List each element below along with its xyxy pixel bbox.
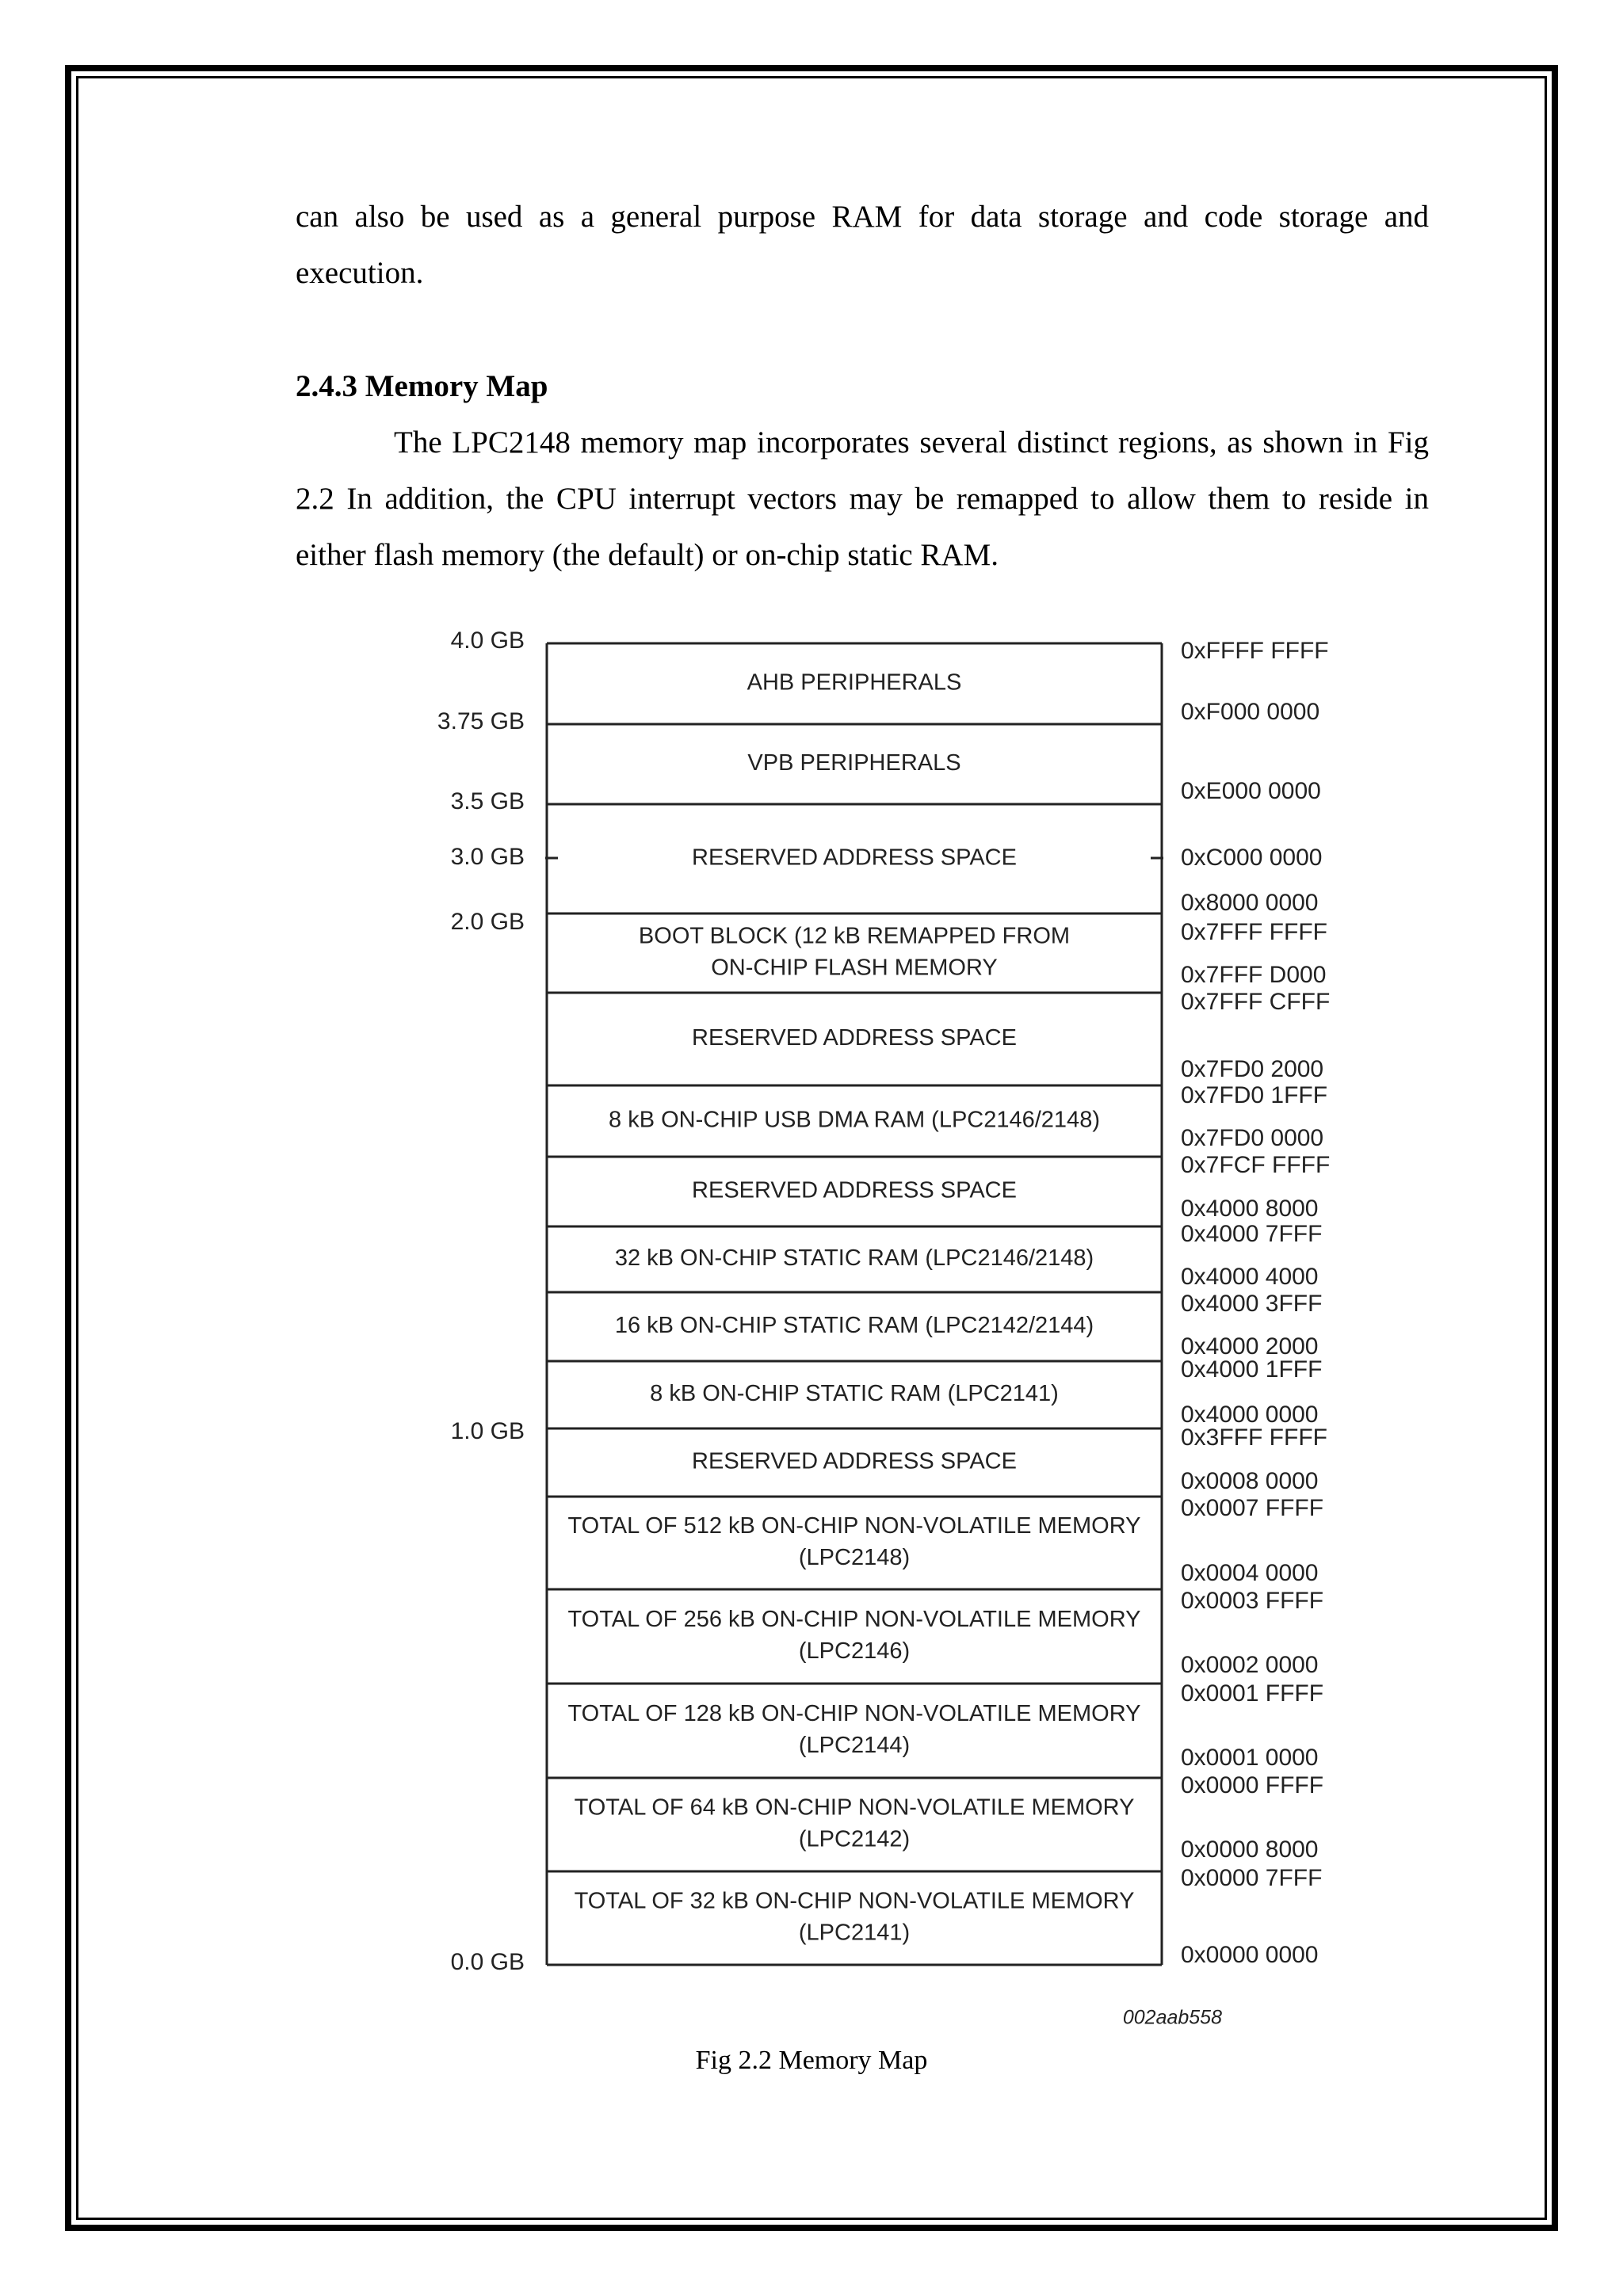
region-label: RESERVED ADDRESS SPACE: [692, 845, 1017, 871]
region-label: RESERVED ADDRESS SPACE: [692, 1025, 1017, 1051]
region-label: (LPC2146): [798, 1638, 911, 1665]
region-label: (LPC2141): [798, 1920, 911, 1946]
region-label: TOTAL OF 64 kB ON-CHIP NON-VOLATILE MEMORY: [574, 1794, 1135, 1821]
section-heading: 2.4.3 Memory Map: [296, 369, 548, 403]
address-label: 0x4000 2000: [1181, 1333, 1319, 1360]
address-label: 0x7FCF FFFF: [1181, 1151, 1331, 1178]
region-label: 16 kB ON-CHIP STATIC RAM (LPC2142/2144): [614, 1313, 1094, 1339]
address-label: 0x4000 8000: [1181, 1195, 1319, 1222]
region-label: (LPC2142): [798, 1826, 911, 1852]
gb-label: 3.0 GB: [450, 843, 525, 870]
region-label: (LPC2148): [798, 1545, 911, 1571]
region-label: TOTAL OF 32 kB ON-CHIP NON-VOLATILE MEMORY: [574, 1888, 1135, 1914]
address-label: 0x7FFF CFFF: [1181, 988, 1331, 1015]
address-label: 0x4000 3FFF: [1181, 1290, 1323, 1317]
address-label: 0x7FFF D000: [1181, 961, 1327, 988]
address-label: 0x7FFF FFFF: [1181, 918, 1327, 945]
address-label: 0x0000 FFFF: [1181, 1772, 1324, 1798]
figure-caption: Fig 2.2 Memory Map: [695, 2046, 928, 2075]
gb-label: 3.5 GB: [450, 788, 525, 814]
paragraph-continued: can also be used as a general purpose RAM for data storage and code storage and execution.: [296, 200, 1429, 290]
address-label: 0xE000 0000: [1181, 777, 1321, 804]
address-label: 0x0001 FFFF: [1181, 1680, 1324, 1707]
address-label: 0x7FD0 2000: [1181, 1055, 1324, 1082]
address-label: 0x0000 0000: [1181, 1941, 1319, 1968]
region-label: ON-CHIP FLASH MEMORY: [711, 955, 998, 981]
paragraph-memory-map: The LPC2148 memory map incorporates several distinct regions, as shown in Fig 2.2 In addition, the CPU interrupt vectors may be remapped to allow them to reside in either flash memory (the default) or on-chip static RAM.: [296, 425, 1429, 572]
address-label: 0x0002 0000: [1181, 1651, 1319, 1678]
region-label: RESERVED ADDRESS SPACE: [692, 1448, 1017, 1474]
region-label: AHB PERIPHERALS: [747, 669, 962, 696]
figure-code: 002aab558: [1122, 2006, 1222, 2029]
region-label: TOTAL OF 128 kB ON-CHIP NON-VOLATILE MEMORY: [567, 1701, 1141, 1727]
region-label: VPB PERIPHERALS: [747, 750, 961, 776]
region-label: 8 kB ON-CHIP STATIC RAM (LPC2141): [650, 1381, 1059, 1407]
gb-label: 4.0 GB: [450, 627, 525, 654]
address-label: 0x4000 4000: [1181, 1263, 1319, 1290]
region-label: RESERVED ADDRESS SPACE: [692, 1177, 1017, 1203]
region-label: 8 kB ON-CHIP USB DMA RAM (LPC2146/2148): [609, 1107, 1100, 1133]
gb-label: 3.75 GB: [437, 707, 525, 734]
address-label: 0x0001 0000: [1181, 1744, 1319, 1771]
address-label: 0x0007 FFFF: [1181, 1494, 1324, 1521]
address-label: 0x3FFF FFFF: [1181, 1424, 1327, 1451]
address-label: 0x4000 1FFF: [1181, 1356, 1323, 1383]
address-label: 0xC000 0000: [1181, 844, 1323, 871]
address-label: 0xF000 0000: [1181, 698, 1320, 725]
region-label: BOOT BLOCK (12 kB REMAPPED FROM: [638, 923, 1071, 949]
address-label: 0x7FD0 0000: [1181, 1124, 1324, 1151]
gb-label: 1.0 GB: [450, 1417, 525, 1444]
region-label: 32 kB ON-CHIP STATIC RAM (LPC2146/2148): [614, 1245, 1094, 1272]
address-label: 0x4000 7FFF: [1181, 1220, 1323, 1247]
address-label: 0x0000 8000: [1181, 1836, 1319, 1863]
address-label: 0x0000 7FFF: [1181, 1864, 1323, 1891]
address-label: 0x7FD0 1FFF: [1181, 1081, 1328, 1108]
address-label: 0x0008 0000: [1181, 1467, 1319, 1494]
address-label: 0x0003 FFFF: [1181, 1587, 1324, 1614]
gb-label: 0.0 GB: [450, 1948, 525, 1975]
address-label: 0xFFFF FFFF: [1181, 637, 1329, 664]
address-label: 0x4000 0000: [1181, 1401, 1319, 1428]
address-label: 0x0004 0000: [1181, 1559, 1319, 1586]
address-label: 0x8000 0000: [1181, 889, 1319, 916]
gb-label: 2.0 GB: [450, 908, 525, 935]
region-label: TOTAL OF 256 kB ON-CHIP NON-VOLATILE MEMORY: [567, 1607, 1141, 1633]
region-label: (LPC2144): [798, 1733, 911, 1759]
region-label: TOTAL OF 512 kB ON-CHIP NON-VOLATILE MEMORY: [567, 1513, 1141, 1539]
